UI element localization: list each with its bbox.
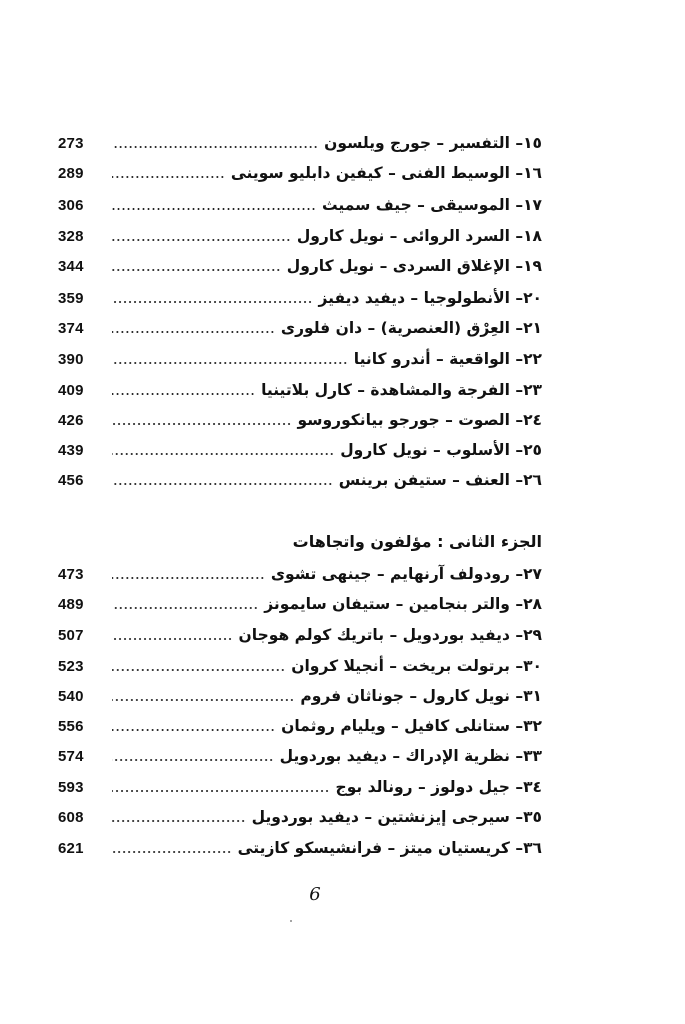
toc-entry	[58, 222, 542, 250]
toc-page-number: 390	[58, 350, 84, 368]
toc-entry	[58, 590, 542, 618]
toc-page-number: 456	[58, 471, 84, 489]
toc-entry-title: ٢٠– الأنطولوجيا – ديفيد ديفيز	[318, 289, 542, 307]
toc-entry	[58, 466, 542, 494]
toc-entry-title: ٢٦– العنف – ستيفن برينس	[338, 471, 542, 489]
toc-entry	[58, 252, 542, 280]
toc-entry-title: ١٥– التفسير – جورج ويلسون	[324, 134, 542, 152]
dot-leader	[112, 729, 275, 731]
toc-entry	[58, 560, 542, 588]
toc-page-number: 289	[58, 164, 84, 182]
toc-page-number: 593	[58, 778, 84, 796]
toc-entry	[58, 742, 542, 770]
dot-leader	[112, 577, 265, 579]
dot-leader	[112, 146, 318, 148]
toc-entry	[58, 682, 542, 710]
dot-leader	[112, 362, 348, 364]
toc-page-number: 426	[58, 411, 84, 429]
toc-entry-title: ٢٤– الصوت – جورجو بيانكوروسو	[297, 411, 542, 429]
toc-page-number: 306	[58, 196, 84, 214]
toc-entry-title: ١٧– الموسيقى – جيف سميث	[322, 196, 542, 214]
page-number: 6	[309, 884, 321, 905]
toc-entry-title: ١٩– الإغلاق السردى – نويل كارول	[286, 257, 542, 275]
toc-page-number: 374	[58, 319, 84, 337]
toc-entry-title: ٢٩– ديفيد بوردويل – باتريك كولم هوجان	[238, 626, 542, 644]
toc-entry	[58, 406, 542, 434]
dot-leader	[112, 239, 291, 241]
dot-leader	[112, 820, 246, 822]
toc-entry-title: ٣١– نويل كارول – جوناثان فروم	[300, 687, 542, 705]
toc-entry	[58, 773, 542, 801]
toc-entry	[58, 314, 542, 342]
toc-page-number: 540	[58, 687, 84, 705]
dot-leader	[112, 269, 281, 271]
dot-leader	[112, 759, 274, 761]
toc-entry-title: ٣٦– كريستيان ميتز – فرانشيسكو كازيتى	[237, 839, 542, 857]
toc-entry	[58, 712, 542, 740]
print-speck	[290, 920, 292, 922]
toc-entry-title: ٢٢– الواقعية – أندرو كانيا	[353, 350, 542, 368]
toc-entry	[58, 621, 542, 649]
dot-leader	[112, 851, 232, 853]
dot-leader	[112, 331, 275, 333]
toc-entry-title: ٢٣– الفرجة والمشاهدة – كارل بلاتينيا	[261, 381, 542, 399]
toc-entry	[58, 345, 542, 373]
toc-entry	[58, 191, 542, 219]
toc-entry-title: ٢٨– والتر بنجامين – ستيفان سايمونز	[264, 595, 542, 613]
toc-page-number: 344	[58, 257, 84, 275]
dot-leader	[112, 638, 233, 640]
toc-page-number: 439	[58, 441, 84, 459]
dot-leader	[112, 208, 316, 210]
toc-page-number: 507	[58, 626, 84, 644]
toc-page-number: 608	[58, 808, 84, 826]
dot-leader	[112, 669, 285, 671]
toc-page-number: 556	[58, 717, 84, 735]
toc-page-number: 523	[58, 657, 84, 675]
dot-leader	[112, 453, 334, 455]
toc-entry	[58, 376, 542, 404]
toc-entry-title: ٢١– العِرْق (العنصرية) – دان فلورى	[280, 319, 542, 337]
toc-page-number: 489	[58, 595, 84, 613]
toc-entry-title: ١٨– السرد الروائى – نويل كارول	[296, 227, 542, 245]
toc-page-number: 328	[58, 227, 84, 245]
toc-entry	[58, 803, 542, 831]
dot-leader	[112, 423, 292, 425]
toc-entry	[58, 159, 542, 187]
toc-page-number: 621	[58, 839, 84, 857]
toc-page-number: 359	[58, 289, 84, 307]
dot-leader	[112, 176, 225, 178]
toc-page-number: 473	[58, 565, 84, 583]
toc-entry-title: ٣٣– نظرية الإدراك – ديفيد بوردويل	[279, 747, 542, 765]
dot-leader	[112, 483, 333, 485]
toc-entry-title: ١٦– الوسيط الفنى – كيفين دابليو سوينى	[230, 164, 542, 182]
toc-entry	[58, 652, 542, 680]
toc-entry-title: ٣٢– ستانلى كافيل – ويليام روثمان	[281, 717, 542, 735]
dot-leader	[112, 393, 255, 395]
toc-entry-title: ٣٥– سيرجى إيزنشتين – ديفيد بوردويل	[251, 808, 542, 826]
toc-entry-title: ٢٥– الأسلوب – نويل كارول	[340, 441, 542, 459]
toc-page-number: 273	[58, 134, 84, 152]
toc-entry-title: ٣٤– جيل دولوز – رونالد بوج	[335, 778, 542, 796]
part-heading: الجزء الثانى : مؤلفون واتجاهات	[292, 532, 542, 551]
toc-entry	[58, 436, 542, 464]
toc-entry	[58, 284, 542, 312]
dot-leader	[112, 301, 313, 303]
toc-page-number: 574	[58, 747, 84, 765]
toc-entry	[58, 129, 542, 157]
dot-leader	[112, 607, 258, 609]
toc-entry-title: ٣٠– برتولت بريخت – أنجيلا كروان	[291, 657, 542, 675]
toc-entry	[58, 834, 542, 862]
dot-leader	[112, 699, 294, 701]
dot-leader	[112, 790, 330, 792]
toc-page-number: 409	[58, 381, 84, 399]
toc-entry-title: ٢٧– رودولف آرنهايم – جينهى تشوى	[270, 565, 542, 583]
